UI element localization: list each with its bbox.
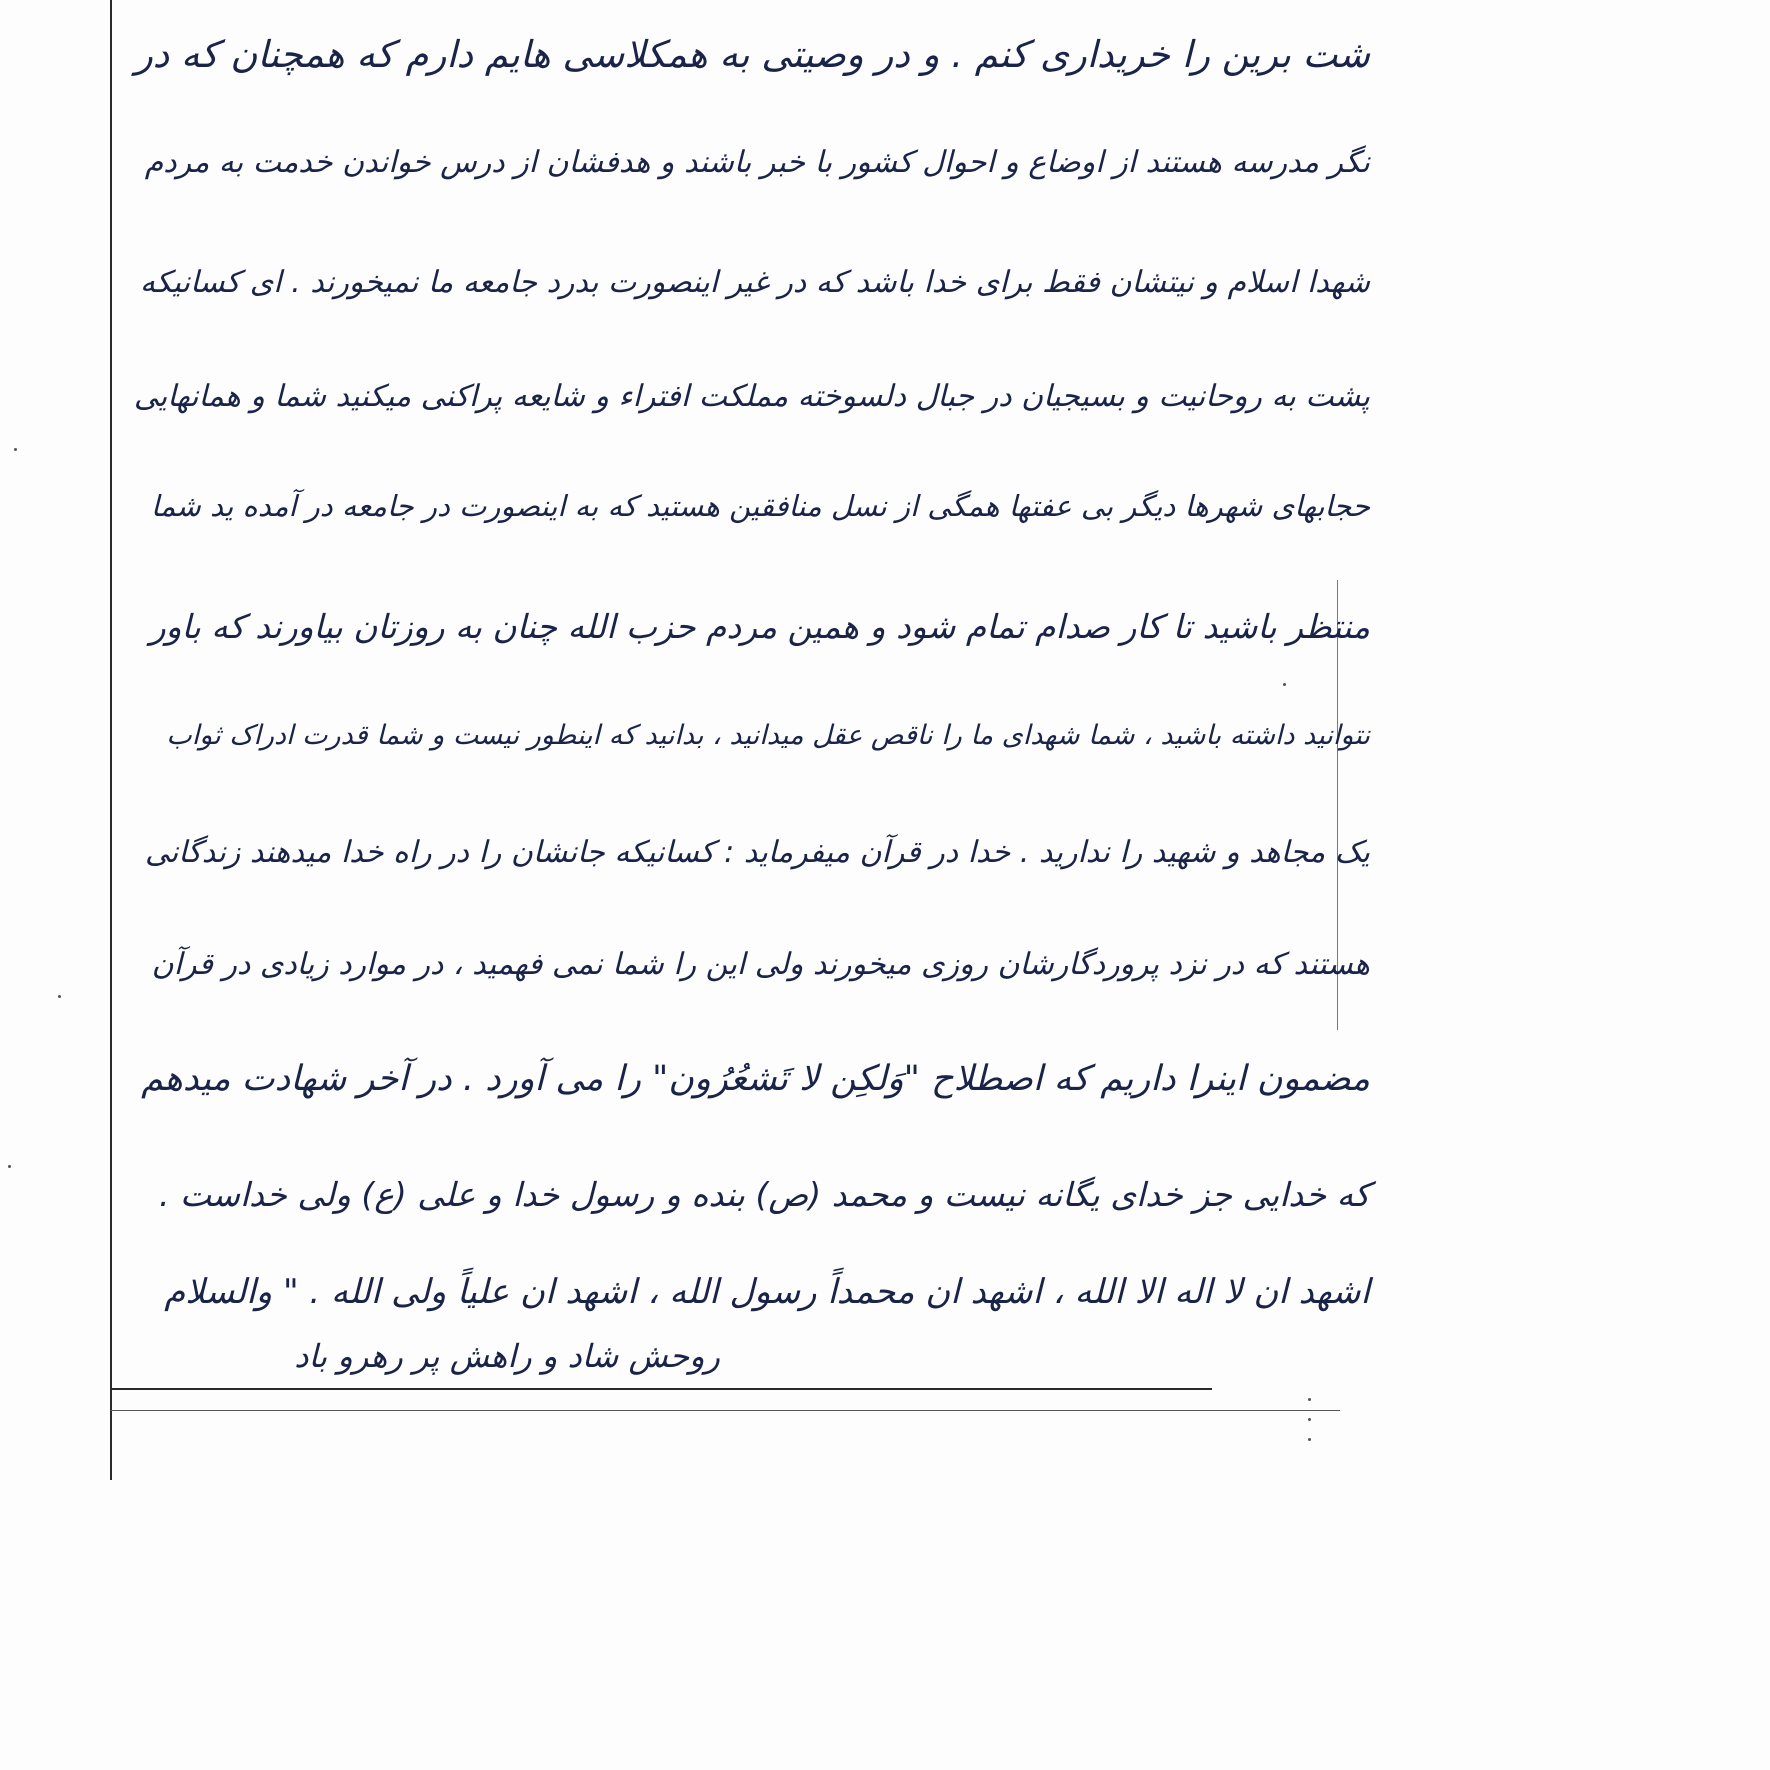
text-line: شت برین را خریداری کنم . و در وصیتی به همکلاسی هایم دارم که همچنان که در	[134, 33, 1370, 76]
scan-speck	[14, 448, 17, 451]
scan-speck	[1308, 1438, 1311, 1441]
scan-speck	[58, 995, 61, 998]
text-line: شهدا اسلام و نیتشان فقط برای خدا باشد که در غیر اینصورت بدرد جامعه ما نمیخورند . ای کسانیکه	[140, 265, 1370, 300]
scan-speck	[1308, 1418, 1311, 1421]
text-line: نگر مدرسه هستند از اوضاع و احوال کشور با خبر باشند و هدفشان از درس خواندن خدمت به مردم	[144, 145, 1370, 180]
text-line: که خدایی جز خدای یگانه نیست و محمد (ص) بنده و رسول خدا و علی (ع) ولی خداست .	[158, 1175, 1370, 1214]
left-margin-rule	[110, 0, 112, 1480]
text-line: مضمون اینرا داریم که اصطلاح "وَلکِن لا تَشعُرُون" را می آورد . در آخر شهادت میدهم	[141, 1059, 1370, 1099]
footer-rule	[110, 1410, 1340, 1411]
scan-speck	[8, 1165, 11, 1168]
farewell-line: روحش شاد و راهش پر رهرو باد	[294, 1337, 720, 1375]
scan-speck	[1308, 1398, 1311, 1401]
bottom-rule	[112, 1388, 1212, 1390]
text-line: منتظر باشید تا کار صدام تمام شود و همین مردم حزب الله چنان به روزتان بیاورند که باور	[149, 607, 1370, 646]
text-line: پشت به روحانیت و بسیجیان در جبال دلسوخته مملکت افتراء و شایعه پراکنی میکنید شما و همانهایی	[133, 379, 1370, 414]
text-line: نتوانید داشته باشید ، شما شهدای ما را ناقص عقل میدانید ، بدانید که اینطور نیست و شما قدرت ادراک ثواب	[166, 720, 1370, 751]
text-line: یک مجاهد و شهید را ندارید . خدا در قرآن میفرماید : کسانیکه جانشان را در راه خدا میدهند زندگانی	[144, 835, 1370, 870]
text-line: حجابهای شهرها دیگر بی عفتها همگی از نسل منافقین هستید که به اینصورت در جامعه در آمده ید شما	[150, 489, 1370, 523]
text-line: هستند که در نزد پروردگارشان روزی میخورند ولی این را شما نمی فهمید ، در موارد زیادی در قرآن	[151, 947, 1370, 982]
shahada-line: اشهد ان لا اله الا الله ، اشهد ان محمداً رسول الله ، اشهد ان علیاً ولی الله . " والسلام	[164, 1272, 1370, 1312]
scan-speck	[1283, 683, 1286, 686]
